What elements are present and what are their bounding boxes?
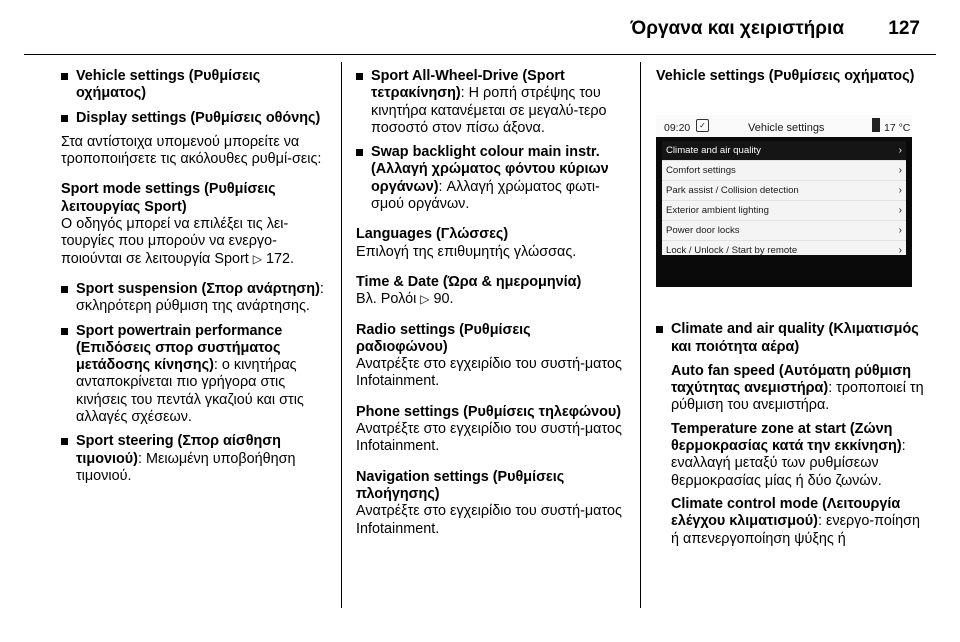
menu-item-park-assist[interactable]: Park assist / Collision detection ›	[662, 181, 906, 201]
menu-item-door-locks[interactable]: Power door locks ›	[662, 221, 906, 241]
bullet-climate: Climate and air quality (Κλιματισμός και ποιότητα αέρα)	[656, 321, 926, 356]
bullet-square-icon	[356, 73, 363, 80]
menu-item-ambient-lighting[interactable]: Exterior ambient lighting ›	[662, 201, 906, 221]
bullet-square-icon	[656, 326, 663, 333]
screen-status-bar	[656, 115, 912, 137]
page-ref-icon: ▷	[420, 292, 430, 307]
time-date-text: Βλ. Ρολόι ▷ 90.	[356, 291, 454, 308]
navigation-text: Ανατρέξτε στο εγχειρίδιο του συστή-ματος Infotainment.	[356, 503, 622, 537]
bullet-square-icon	[61, 115, 68, 122]
clock-icon: ✓	[696, 119, 709, 132]
sub-climate-mode: Climate control mode (Λειτουργία ελέγχου κλιματισμού): ενεργο-ποίηση ή απενεργοποίηση ψύξης ή	[671, 495, 920, 547]
menu-item-remote[interactable]: Lock / Unlock / Start by remote ›	[662, 241, 906, 261]
screen-temperature: 17 °C	[884, 122, 911, 135]
bullet-square-icon	[61, 438, 68, 445]
bullet-sport-suspension: Sport suspension (Σπορ ανάρτηση): σκληρότερη ρύθμιση της ανάρτησης.	[61, 281, 326, 316]
column-divider-2	[640, 62, 641, 608]
sport-mode-text: Ο οδηγός μπορεί να επιλέξει τις λει-τουργίες που μπορούν να ενεργο-ποιούνται σε λειτουργία Sport ▷ 172.	[61, 216, 294, 267]
languages-heading: Languages (Γλώσσες)	[356, 226, 509, 243]
chevron-right-icon: ›	[898, 145, 902, 157]
phone-text: Ανατρέξτε στο εγχειρίδιο του συστή-ματος Infotainment.	[356, 421, 622, 455]
bullet-vehicle-settings: Vehicle settings (Ρυθμίσεις οχήματος)	[61, 68, 326, 103]
menu-item-climate[interactable]: Climate and air quality ›	[662, 141, 906, 161]
bullet-square-icon	[61, 328, 68, 335]
chevron-right-icon: ›	[898, 225, 902, 237]
bullet-sport-powertrain: Sport powertrain performance (Επιδόσεις σπορ συστήματος μετάδοσης κίνησης): ο κινητήρας ανταποκρίνεται πιο γρήγορα στις κινήσεις του πεντάλ γκαζιού και στις αλλαγές σχέσεων.	[61, 323, 326, 427]
languages-text: Επιλογή της επιθυμητής γλώσσας.	[356, 243, 577, 260]
chapter-title: Όργανα και χειριστήρια	[630, 18, 844, 39]
menu-item-comfort[interactable]: Comfort settings ›	[662, 161, 906, 181]
screen-menu-list	[662, 141, 906, 255]
bullet-swap-backlight: Swap backlight colour main instr. (Αλλαγή χρώματος φόντου κύριων οργάνων): Αλλαγή χρώματος φωτι-σμού οργάνων.	[356, 144, 626, 213]
chevron-right-icon: ›	[898, 245, 902, 257]
column-divider-1	[341, 62, 342, 608]
time-date-heading: Time & Date (Ώρα & ημερομηνία)	[356, 273, 582, 290]
chevron-right-icon: ›	[898, 185, 902, 197]
page-number: 127	[888, 18, 920, 39]
page-ref-icon: ▷	[252, 251, 262, 266]
sub-auto-fan: Auto fan speed (Αυτόματη ρύθμιση ταχύτητας ανεμιστήρα): τροποποιεί τη ρύθμιση του ανεμιστήρα.	[671, 362, 924, 414]
column-2	[356, 68, 626, 551]
bullet-sport-awd: Sport All-Wheel-Drive (Sport τετρακίνηση): Η ροπή στρέψης του κινητήρα κατανέμεται σε μεγαλύ-τερο ποσοστό στον πίσω άξονα.	[356, 68, 626, 137]
page-ref-link[interactable]: 172.	[265, 250, 294, 267]
sport-mode-heading: Sport mode settings (Ρυθμίσεις λειτουργίας Sport)	[61, 181, 276, 215]
screen-time: 09:20	[664, 122, 691, 135]
page-ref-link[interactable]: 90.	[433, 291, 454, 308]
column-1	[61, 68, 326, 492]
phone-heading: Phone settings (Ρυθμίσεις τηλεφώνου)	[356, 403, 622, 420]
sub-temp-zone: Temperature zone at start (Ζώνη θερμοκρασίας κατά την εκκίνηση): εναλλαγή μεταξύ των ρυθμίσεων θερμοκρασίας μίας ή δύο ζωνών.	[671, 420, 906, 489]
intro-paragraph: Στα αντίστοιχα υπομενού μπορείτε να τροποποιήσετε τις ακόλουθες ρυθμί-σεις:	[61, 133, 322, 168]
column-3	[656, 68, 926, 554]
radio-text: Ανατρέξτε στο εγχειρίδιο του συστή-ματος Infotainment.	[356, 356, 622, 390]
header-divider	[24, 54, 936, 55]
screen-bottom-bar	[656, 259, 912, 287]
vehicle-settings-screen-figure	[656, 115, 912, 287]
bullet-square-icon	[61, 73, 68, 80]
navigation-heading: Navigation settings (Ρυθμίσεις πλοήγησης)	[356, 468, 565, 502]
radio-heading: Radio settings (Ρυθμίσεις ραδιοφώνου)	[356, 321, 531, 355]
chevron-right-icon: ›	[898, 165, 902, 177]
page-header	[0, 0, 960, 52]
bullet-square-icon	[356, 149, 363, 156]
thermometer-icon	[872, 118, 880, 132]
vehicle-settings-heading: Vehicle settings (Ρυθμίσεις οχήματος)	[656, 68, 915, 84]
bullet-display-settings: Display settings (Ρυθμίσεις οθόνης)	[61, 110, 326, 127]
bullet-sport-steering: Sport steering (Σπορ αίσθηση τιμονιού): Μειωμένη υποβοήθηση τιμονιού.	[61, 433, 326, 485]
chevron-right-icon: ›	[898, 205, 902, 217]
bullet-square-icon	[61, 286, 68, 293]
screen-title: Vehicle settings	[748, 122, 825, 135]
